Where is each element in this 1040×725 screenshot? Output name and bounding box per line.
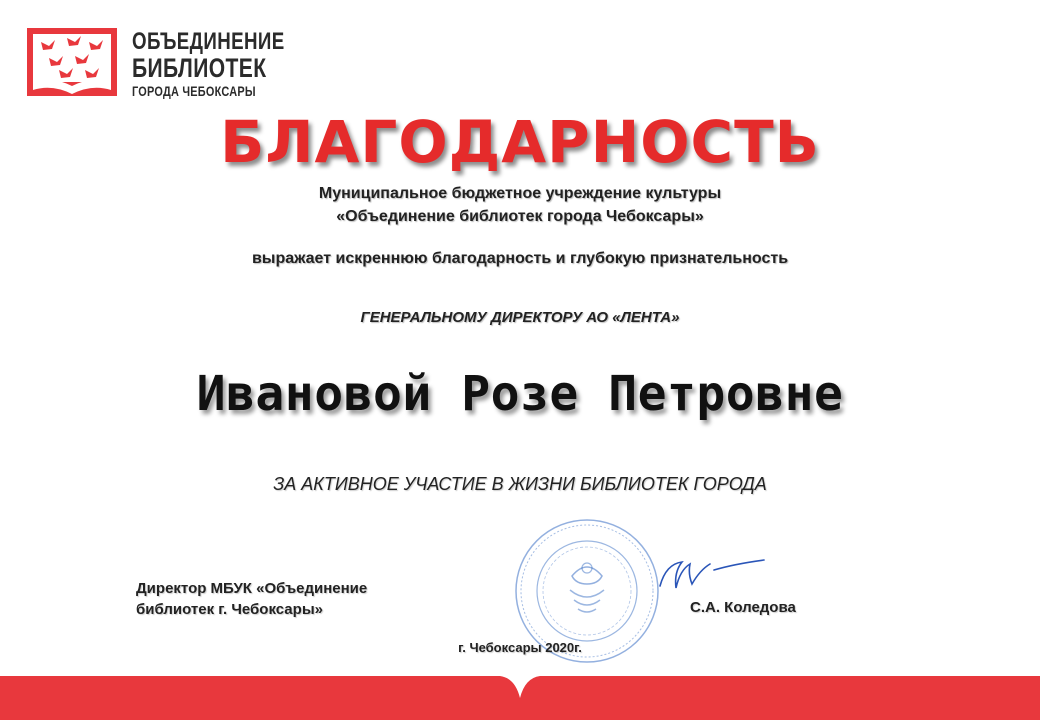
signer-title-line-1: Директор МБУК «Объединение [136,580,368,597]
signer-title [136,578,367,620]
handwritten-signature [652,548,772,598]
signer-name: С.А. Коледова [690,599,796,616]
certificate-title: БЛАГОДАРНОСТЬ [220,108,820,176]
city-and-year: г. Чебоксары 2020г. [458,640,582,655]
gratitude-statement: выражает искреннюю благодарность и глубокую признательность [251,250,789,267]
logo-line-3: ГОРОДА ЧЕБОКСАРЫ [132,83,256,99]
library-logo [27,28,117,96]
award-reason: ЗА АКТИВНОЕ УЧАСТИЕ В ЖИЗНИ БИБЛИОТЕК ГОРОДА [273,474,767,494]
organization-line-2: «Объединение библиотек города Чебоксары» [336,208,704,225]
recipient-position: ГЕНЕРАЛЬНОМУ ДИРЕКТОРУ АО «ЛЕНТА» [360,309,680,326]
logo-wordmark [132,30,285,98]
logo-line-2: БИБЛИОТЕК [132,53,267,83]
organization-name [0,182,1040,228]
logo-line-1: ОБЪЕДИНЕНИЕ [132,28,285,55]
organization-line-1: Муниципальное бюджетное учреждение культуры [318,185,722,202]
recipient-name: Ивановой Розе Петровне [196,366,844,422]
flying-birds-book-icon [27,28,117,96]
signer-title-line-2: библиотек г. Чебоксары» [136,601,323,618]
